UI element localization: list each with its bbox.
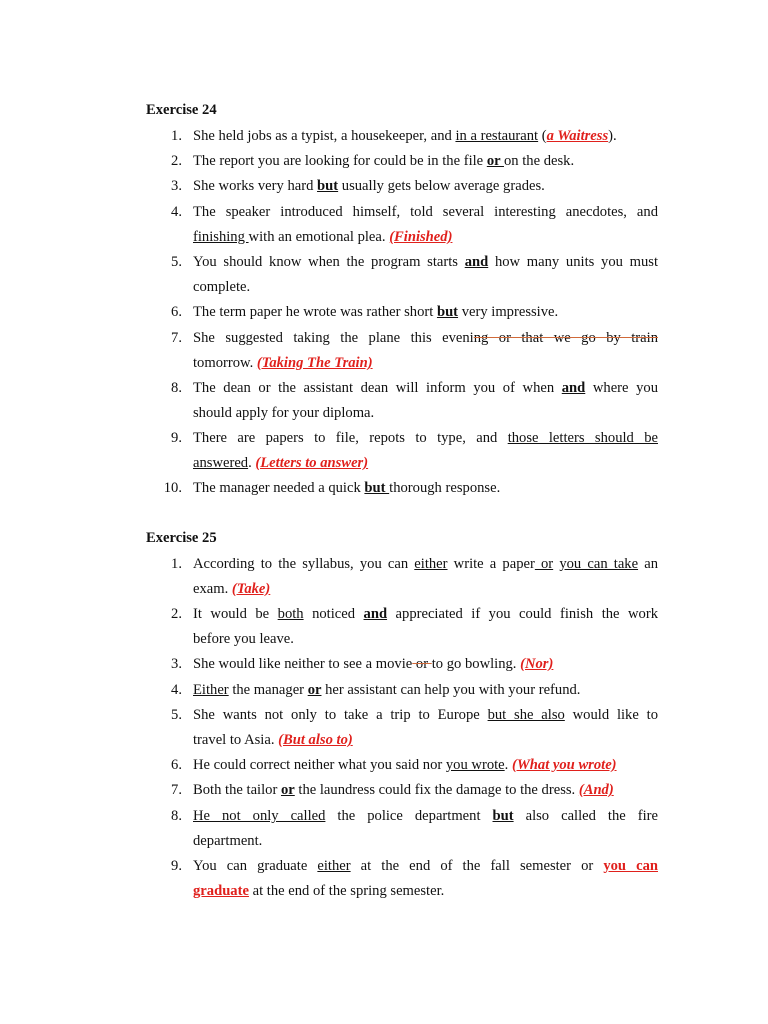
exercise-25-heading: Exercise 25 [146,530,217,546]
item-text: She suggested taking the plane this evening or that we go by train [193,330,658,346]
item-text: The speaker introduced himself, told several interesting anecdotes, and [193,204,658,220]
item-text-cont: before you leave. [193,631,294,647]
item-text: Either the manager or her assistant can help you with your refund. [193,682,581,698]
item-text: You should know when the program starts and how many units you must [193,254,659,270]
item-text: Both the tailor or the laundress could fix the damage to the dress. (And) [193,782,614,798]
item-text: There are papers to file, repots to type, and those letters should be [193,430,658,446]
item-text-cont: answered. (Letters to answer) [193,455,369,471]
item-text-cont: graduate at the end of the spring semester. [193,883,445,899]
item-number: 5. [171,707,182,723]
item-text-cont: department. [193,833,263,849]
item-text: She held jobs as a typist, a housekeeper, and in a restaurant (a Waitress). [193,128,617,144]
exercise-24-heading: Exercise 24 [146,102,217,118]
item-number: 7. [171,782,182,798]
item-text-cont: tomorrow. (Taking The Train) [193,355,373,371]
item-number: 8. [171,808,182,824]
item-text: The dean or the assistant dean will inform you of when and where you [193,380,658,396]
item-text-cont: should apply for your diploma. [193,405,375,421]
item-number: 5. [171,254,182,270]
item-number: 7. [171,330,182,346]
item-number: 1. [171,556,182,572]
item-text-cont: exam. (Take) [193,581,271,597]
item-text: The manager needed a quick but thorough response. [193,480,501,496]
item-text: She wants not only to take a trip to Europe but she also would like to [193,707,658,723]
item-number: 4. [171,204,182,220]
item-text: She would like neither to see a movie or to go bowling. (Nor) [193,656,554,672]
item-text: According to the syllabus, you can either write a paper or you can take an [193,556,658,572]
item-number: 3. [171,656,182,672]
item-text: He not only called the police department but also called the fire [193,808,658,824]
item-number: 2. [171,153,182,169]
item-text-cont: complete. [193,279,251,295]
item-text: The term paper he wrote was rather short but very impressive. [193,304,559,320]
item-number: 10. [163,480,182,496]
item-text: He could correct neither what you said nor you wrote. (What you wrote) [193,757,617,773]
item-text-cont: finishing with an emotional plea. (Finished) [193,229,453,245]
item-text: It would be both noticed and appreciated if you could finish the work [193,606,659,622]
item-number: 1. [171,128,182,144]
item-number: 6. [171,757,182,773]
item-number: 9. [171,858,182,874]
item-number: 3. [171,178,182,194]
item-text: The report you are looking for could be in the file or on the desk. [193,153,575,169]
item-text-cont: travel to Asia. (But also to) [193,732,353,748]
item-number: 6. [171,304,182,320]
item-number: 4. [171,682,182,698]
item-number: 9. [171,430,182,446]
item-number: 2. [171,606,182,622]
item-text: You can graduate either at the end of the fall semester or you can [193,858,658,874]
item-number: 8. [171,380,182,396]
item-text: She works very hard but usually gets below average grades. [193,178,545,194]
